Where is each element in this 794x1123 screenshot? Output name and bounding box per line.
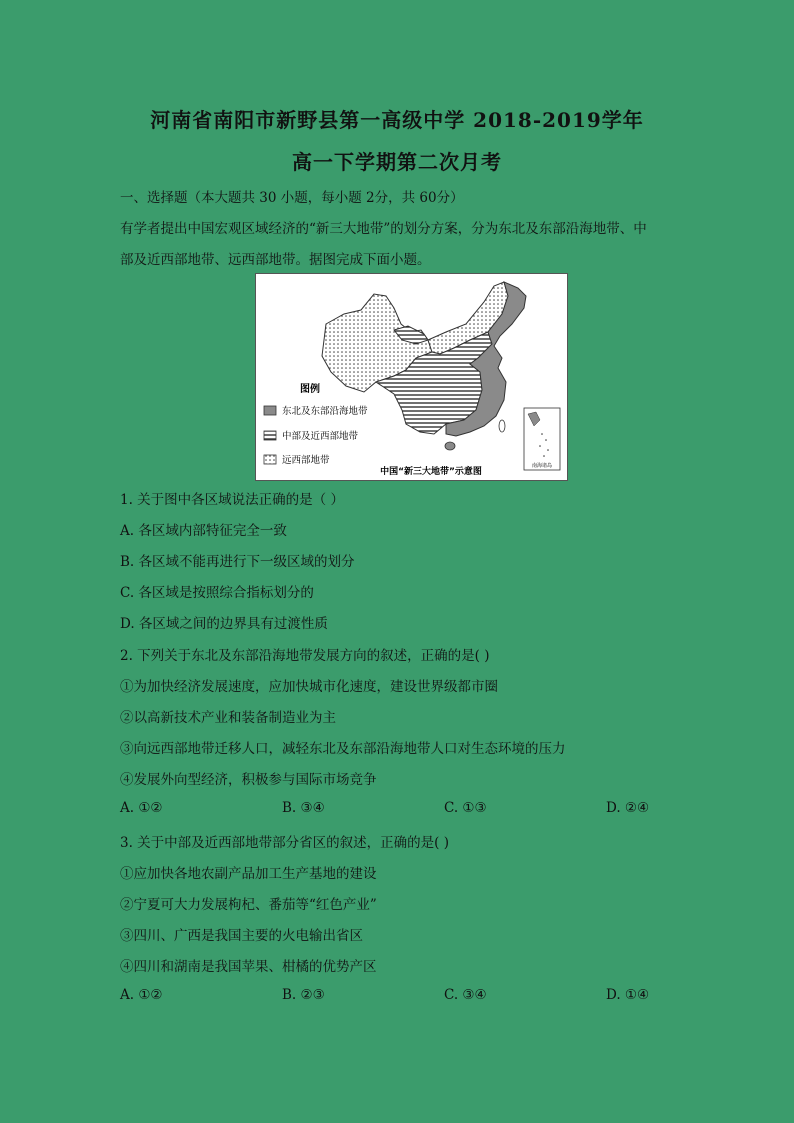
legend-title: 图例 xyxy=(300,384,320,395)
q1-option-b[interactable]: B. 各区域不能再进行下一级区域的划分 xyxy=(120,554,355,570)
figure-caption: 中国“新三大地带”示意图 xyxy=(380,467,482,477)
taiwan-island xyxy=(499,420,505,432)
legend-label-west: 远西部地带 xyxy=(282,455,330,466)
q3-statement-2: ②宁夏可大力发展枸杞、番茄等“红色产业” xyxy=(120,897,377,913)
q3-stem: 3. 关于中部及近西部地带部分省区的叙述，正确的是( ) xyxy=(120,835,449,851)
q3-option-b[interactable]: B. ②③ xyxy=(282,987,325,1003)
section-heading: 一、选择题（本大题共 30 小题，每小题 2分，共 60分） xyxy=(120,190,464,206)
q2-statement-2: ②以高新技术产业和装备制造业为主 xyxy=(120,710,336,726)
doc-title-line1: 河南省南阳市新野县第一高级中学 2018-2019学年 xyxy=(150,108,644,132)
q2-option-c[interactable]: C. ①③ xyxy=(444,800,487,816)
intro-line1: 有学者提出中国宏观区域经济的“新三大地带”的划分方案，分为东北及东部沿海地带、中 xyxy=(120,221,647,237)
q2-statement-4: ④发展外向型经济，积极参与国际市场竞争 xyxy=(120,772,377,788)
doc-title-line2: 高一下学期第二次月考 xyxy=(292,150,502,174)
map-figure xyxy=(255,273,568,481)
q2-statement-1: ①为加快经济发展速度，应加快城市化速度，建设世界级都市圈 xyxy=(120,679,498,695)
q2-option-b[interactable]: B. ③④ xyxy=(282,800,325,816)
q3-statement-1: ①应加快各地农副产品加工生产基地的建设 xyxy=(120,866,377,882)
legend-label-middle: 中部及近西部地带 xyxy=(282,431,359,442)
hainan-island xyxy=(445,442,455,450)
legend-swatch-east xyxy=(264,406,276,415)
q2-statement-3: ③向远西部地带迁移人口，减轻东北及东部沿海地带人口对生态环境的压力 xyxy=(120,741,566,757)
legend-swatch-west xyxy=(264,455,276,464)
q2-stem: 2. 下列关于东北及东部沿海地带发展方向的叙述，正确的是( ) xyxy=(120,648,490,664)
q3-option-d[interactable]: D. ①④ xyxy=(606,987,650,1003)
intro-line2: 部及近西部地带、远西部地带。据图完成下面小题。 xyxy=(120,252,431,268)
q1-option-a[interactable]: A. 各区域内部特征完全一致 xyxy=(120,523,287,539)
q1-stem: 1. 关于图中各区域说法正确的是（ ） xyxy=(120,492,344,508)
legend-label-east: 东北及东部沿海地带 xyxy=(282,406,368,417)
legend-swatch-middle xyxy=(264,431,276,440)
q3-option-a[interactable]: A. ①② xyxy=(120,987,163,1003)
q3-statement-4: ④四川和湖南是我国苹果、柑橘的优势产区 xyxy=(120,959,377,975)
q3-option-c[interactable]: C. ③④ xyxy=(444,987,487,1003)
q3-statement-3: ③四川、广西是我国主要的火电输出省区 xyxy=(120,928,363,944)
q1-option-c[interactable]: C. 各区域是按照综合指标划分的 xyxy=(120,585,314,601)
q2-option-d[interactable]: D. ②④ xyxy=(606,800,650,816)
inset-label: 南海诸岛 xyxy=(531,463,553,469)
q1-option-d[interactable]: D. 各区域之间的边界具有过渡性质 xyxy=(120,616,328,632)
china-three-belts-map xyxy=(256,274,567,480)
q2-option-a[interactable]: A. ①② xyxy=(120,800,163,816)
